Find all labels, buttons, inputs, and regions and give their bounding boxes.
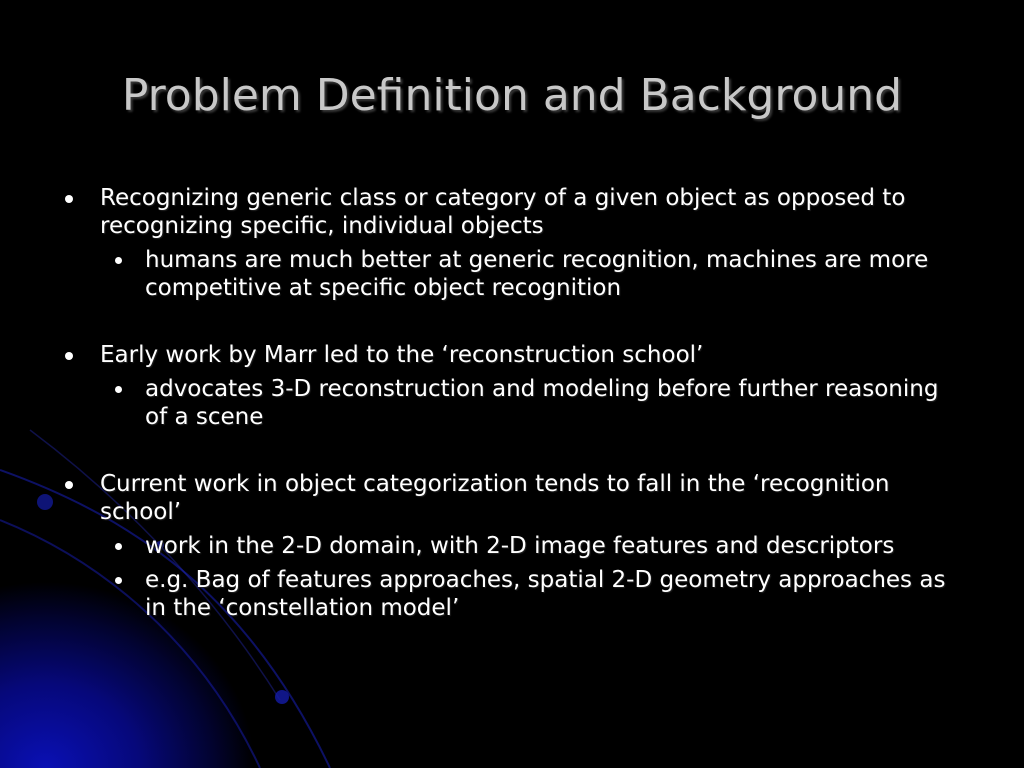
round-bullet-icon [115,386,122,393]
bullet-text: Early work by Marr led to the ‘reconstruction school’ [100,342,704,368]
round-bullet-icon [65,481,73,489]
slide-title: Problem Definition and Background [121,70,903,121]
bullet-text: Recognizing generic class or category of a given object as opposed to recognizing specific, individual objects [100,185,906,239]
round-bullet-icon [115,577,122,584]
round-bullet-icon [65,352,73,360]
bullet-item-3 [62,470,967,526]
sub-bullet-text: e.g. Bag of features approaches, spatial 2-D geometry approaches as in the ‘constellation model’ [145,567,946,621]
sub-bullet-text: work in the 2-D domain, with 2-D image features and descriptors [145,533,895,559]
sub-bullet-item-1-1 [62,246,967,302]
sub-bullet-text: advocates 3-D reconstruction and modeling before further reasoning of a scene [145,376,939,430]
round-bullet-icon [65,195,73,203]
spacer [62,431,967,466]
bullet-text: Current work in object categorization tends to fall in the ‘recognition school’ [100,471,890,525]
bullet-item-2 [62,341,967,369]
bullet-list [62,180,967,622]
spacer [62,302,967,337]
sub-bullet-item-3-1 [62,532,967,560]
bullet-item-1 [62,184,967,240]
round-bullet-icon [115,543,122,550]
sub-bullet-item-2-1 [62,375,967,431]
round-bullet-icon [115,257,122,264]
sub-bullet-item-3-2 [62,566,967,622]
sub-bullet-text: humans are much better at generic recognition, machines are more competitive at specific object recognition [145,247,929,301]
